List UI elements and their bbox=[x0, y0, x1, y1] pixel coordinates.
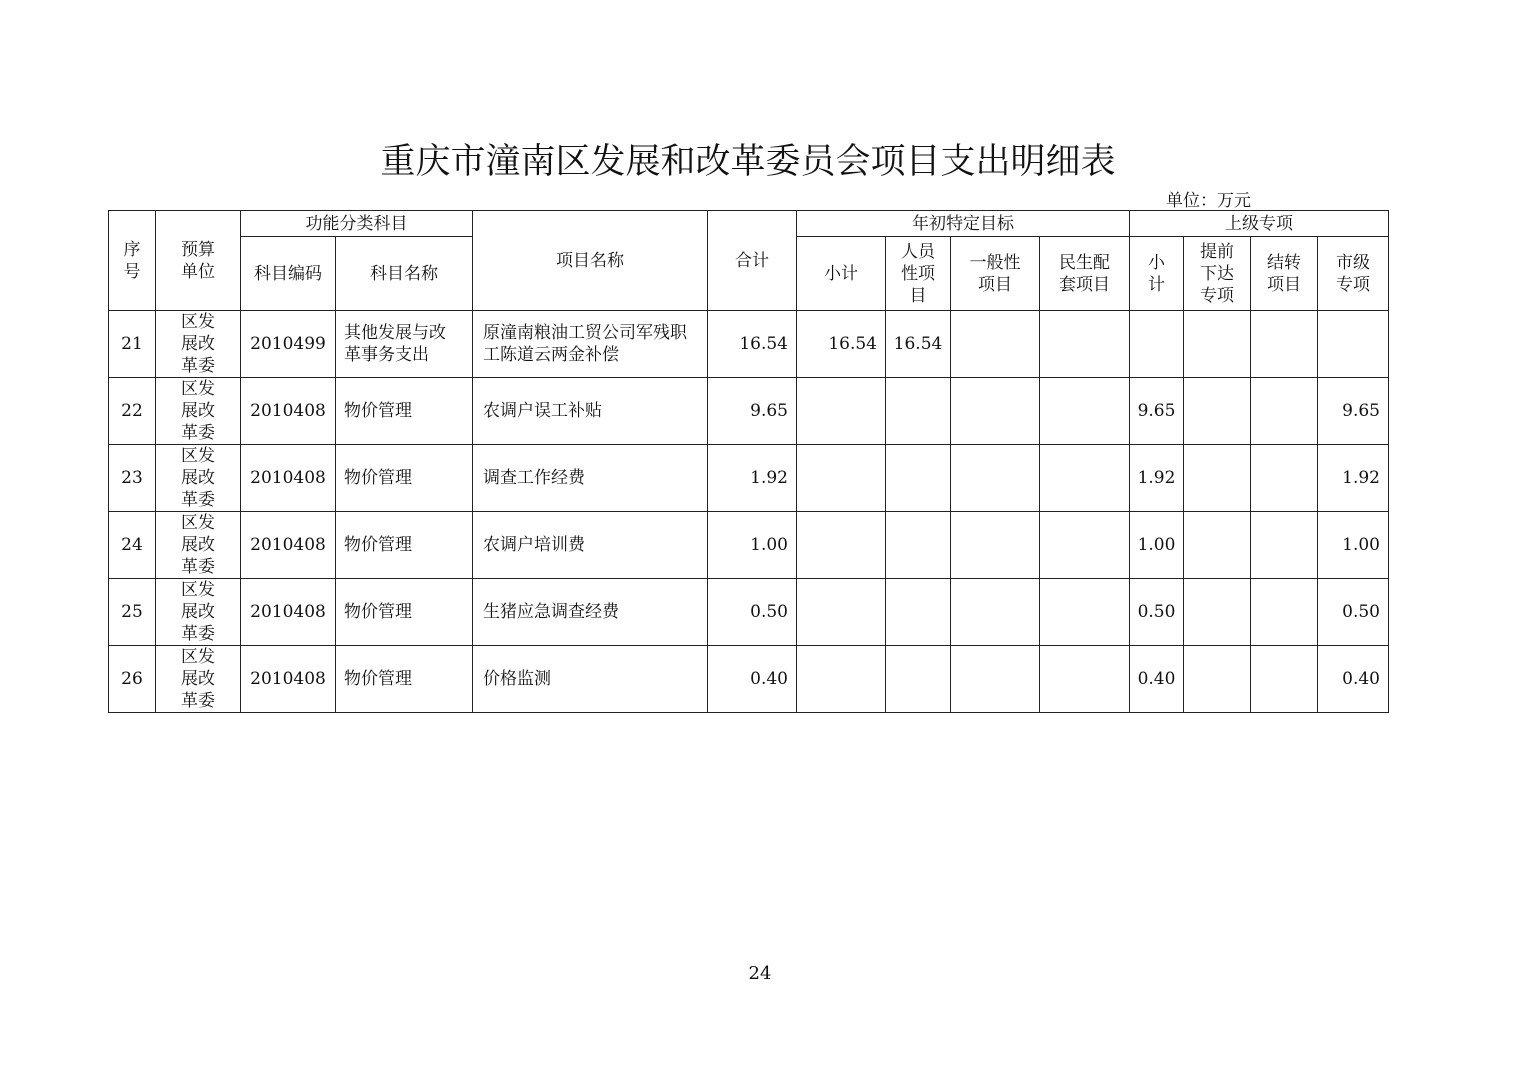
row-upper-subtotal bbox=[1130, 311, 1184, 378]
row-total: 1.00 bbox=[708, 512, 797, 579]
row-subject-code: 2010408 bbox=[241, 512, 336, 579]
row-general bbox=[951, 311, 1040, 378]
header-subject-name: 科目名称 bbox=[336, 237, 473, 311]
header-livelihood: 民生配套项目 bbox=[1040, 237, 1130, 311]
table-row bbox=[109, 311, 1389, 378]
row-target-subtotal bbox=[797, 512, 886, 579]
row-subject-name: 物价管理 bbox=[336, 512, 473, 579]
row-personnel bbox=[886, 512, 951, 579]
row-advance bbox=[1184, 378, 1251, 445]
row-general bbox=[951, 579, 1040, 646]
row-livelihood bbox=[1040, 311, 1130, 378]
row-livelihood bbox=[1040, 512, 1130, 579]
header-budget-unit: 预算单位 bbox=[156, 211, 241, 311]
row-advance bbox=[1184, 579, 1251, 646]
table-row bbox=[109, 646, 1389, 713]
header-general: 一般性项目 bbox=[951, 237, 1040, 311]
header-personnel: 人员性项目 bbox=[886, 237, 951, 311]
row-upper-subtotal: 0.40 bbox=[1130, 646, 1184, 713]
row-budget-unit: 区发展改革委 bbox=[156, 579, 241, 646]
row-city: 9.65 bbox=[1318, 378, 1389, 445]
row-general bbox=[951, 378, 1040, 445]
header-upper-subtotal: 小计 bbox=[1130, 237, 1184, 311]
row-subject-name: 其他发展与改革事务支出 bbox=[336, 311, 473, 378]
header-subject-code: 科目编码 bbox=[241, 237, 336, 311]
header-function-group: 功能分类科目 bbox=[241, 211, 473, 237]
header-target-subtotal: 小计 bbox=[797, 237, 886, 311]
row-seq: 25 bbox=[109, 579, 156, 646]
row-carryover bbox=[1251, 445, 1318, 512]
row-total: 0.50 bbox=[708, 579, 797, 646]
row-livelihood bbox=[1040, 378, 1130, 445]
header-total: 合计 bbox=[708, 211, 797, 311]
row-budget-unit: 区发展改革委 bbox=[156, 646, 241, 713]
header-seq: 序号 bbox=[109, 211, 156, 311]
row-seq: 23 bbox=[109, 445, 156, 512]
row-personnel bbox=[886, 579, 951, 646]
row-target-subtotal bbox=[797, 579, 886, 646]
row-total: 0.40 bbox=[708, 646, 797, 713]
row-target-subtotal bbox=[797, 646, 886, 713]
row-budget-unit: 区发展改革委 bbox=[156, 512, 241, 579]
row-total: 16.54 bbox=[708, 311, 797, 378]
row-subject-code: 2010408 bbox=[241, 579, 336, 646]
row-general bbox=[951, 512, 1040, 579]
row-advance bbox=[1184, 445, 1251, 512]
row-general bbox=[951, 445, 1040, 512]
row-advance bbox=[1184, 311, 1251, 378]
row-personnel bbox=[886, 646, 951, 713]
row-personnel bbox=[886, 378, 951, 445]
row-livelihood bbox=[1040, 445, 1130, 512]
row-subject-name: 物价管理 bbox=[336, 646, 473, 713]
row-project-name: 价格监测 bbox=[473, 646, 708, 713]
row-seq: 24 bbox=[109, 512, 156, 579]
row-target-subtotal bbox=[797, 445, 886, 512]
row-total: 9.65 bbox=[708, 378, 797, 445]
row-total: 1.92 bbox=[708, 445, 797, 512]
row-carryover bbox=[1251, 311, 1318, 378]
row-city bbox=[1318, 311, 1389, 378]
row-subject-name: 物价管理 bbox=[336, 445, 473, 512]
row-project-name: 原潼南粮油工贸公司军残职工陈道云两金补偿 bbox=[473, 311, 708, 378]
header-carryover: 结转项目 bbox=[1251, 237, 1318, 311]
page-number: 24 bbox=[748, 963, 772, 984]
row-target-subtotal bbox=[797, 378, 886, 445]
unit-label: 单位：万元 bbox=[1166, 191, 1251, 211]
table-row bbox=[109, 378, 1389, 445]
row-upper-subtotal: 0.50 bbox=[1130, 579, 1184, 646]
row-subject-code: 2010408 bbox=[241, 445, 336, 512]
row-personnel: 16.54 bbox=[886, 311, 951, 378]
row-subject-code: 2010408 bbox=[241, 646, 336, 713]
row-general bbox=[951, 646, 1040, 713]
row-subject-name: 物价管理 bbox=[336, 579, 473, 646]
row-livelihood bbox=[1040, 646, 1130, 713]
row-target-subtotal: 16.54 bbox=[797, 311, 886, 378]
row-budget-unit: 区发展改革委 bbox=[156, 311, 241, 378]
row-carryover bbox=[1251, 378, 1318, 445]
row-subject-name: 物价管理 bbox=[336, 378, 473, 445]
row-city: 1.00 bbox=[1318, 512, 1389, 579]
row-project-name: 农调户误工补贴 bbox=[473, 378, 708, 445]
row-upper-subtotal: 1.00 bbox=[1130, 512, 1184, 579]
row-city: 0.50 bbox=[1318, 579, 1389, 646]
row-carryover bbox=[1251, 646, 1318, 713]
header-advance: 提前下达专项 bbox=[1184, 237, 1251, 311]
row-project-name: 生猪应急调查经费 bbox=[473, 579, 708, 646]
row-upper-subtotal: 9.65 bbox=[1130, 378, 1184, 445]
row-budget-unit: 区发展改革委 bbox=[156, 445, 241, 512]
row-budget-unit: 区发展改革委 bbox=[156, 378, 241, 445]
table-row bbox=[109, 445, 1389, 512]
row-subject-code: 2010499 bbox=[241, 311, 336, 378]
expenditure-table bbox=[108, 210, 1389, 713]
header-project-name: 项目名称 bbox=[473, 211, 708, 311]
row-city: 1.92 bbox=[1318, 445, 1389, 512]
row-advance bbox=[1184, 646, 1251, 713]
row-personnel bbox=[886, 445, 951, 512]
header-city: 市级专项 bbox=[1318, 237, 1389, 311]
row-advance bbox=[1184, 512, 1251, 579]
table-row bbox=[109, 512, 1389, 579]
row-seq: 22 bbox=[109, 378, 156, 445]
row-carryover bbox=[1251, 512, 1318, 579]
row-project-name: 农调户培训费 bbox=[473, 512, 708, 579]
row-city: 0.40 bbox=[1318, 646, 1389, 713]
row-upper-subtotal: 1.92 bbox=[1130, 445, 1184, 512]
row-carryover bbox=[1251, 579, 1318, 646]
row-seq: 21 bbox=[109, 311, 156, 378]
header-upper-group: 上级专项 bbox=[1130, 211, 1389, 237]
row-project-name: 调查工作经费 bbox=[473, 445, 708, 512]
row-livelihood bbox=[1040, 579, 1130, 646]
page-title: 重庆市潼南区发展和改革委员会项目支出明细表 bbox=[380, 142, 1116, 182]
row-seq: 26 bbox=[109, 646, 156, 713]
header-target-group: 年初特定目标 bbox=[797, 211, 1130, 237]
table-row bbox=[109, 579, 1389, 646]
row-subject-code: 2010408 bbox=[241, 378, 336, 445]
